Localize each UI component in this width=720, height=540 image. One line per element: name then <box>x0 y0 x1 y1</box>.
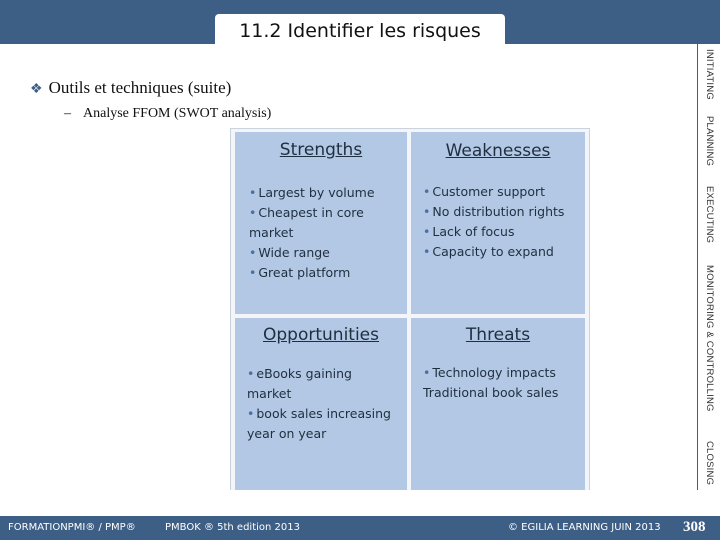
bullet-dot-icon: • <box>247 406 255 421</box>
phase-sidebar <box>697 44 720 490</box>
list-item: • Customer support <box>423 184 546 199</box>
opportunities-quadrant <box>235 318 407 503</box>
opportunities-title: Opportunities <box>263 325 379 345</box>
list-item: • Great platform <box>249 265 351 280</box>
list-item: • No distribution rights <box>423 204 565 219</box>
list-item: • book sales increasing year on year <box>247 406 391 441</box>
sub-bullet-text: Analyse FFOM (SWOT analysis) <box>83 106 272 121</box>
page-number: 308 <box>683 519 706 535</box>
sub-bullet-item <box>64 106 271 122</box>
bullet-dot-icon: • <box>423 365 431 380</box>
list-item: • Technology impacts Traditional book sales <box>423 365 559 400</box>
slide-title: 11.2 Identifier les risques <box>215 14 505 44</box>
strengths-title: Strengths <box>279 140 363 160</box>
threats-title: Threats <box>465 325 531 345</box>
list-item: • Capacity to expand <box>423 244 554 259</box>
threats-quadrant <box>411 318 585 503</box>
bullet-dot-icon: • <box>423 224 431 239</box>
footer-left-text: FORMATIONPMI® / PMP® <box>8 522 136 533</box>
weaknesses-title: Weaknesses <box>445 141 551 161</box>
bullet-dot-icon: • <box>423 184 431 199</box>
bullet-dot-icon: • <box>249 245 257 260</box>
phase-monitoring-controlling: MONITORING & CONTROLLING <box>704 264 715 412</box>
bullet-dot-icon: • <box>423 244 431 259</box>
bullet-dot-icon: • <box>423 204 431 219</box>
list-item: • eBooks gaining market <box>247 366 352 401</box>
phase-closing: CLOSING <box>704 440 715 486</box>
bullet-dot-icon: • <box>247 366 255 381</box>
phase-executing: EXECUTING <box>704 186 715 244</box>
bullet-dot-icon: • <box>249 185 257 200</box>
bullet-dot-icon: • <box>249 265 257 280</box>
list-item: • Wide range <box>249 245 330 260</box>
swot-diagram <box>230 128 590 508</box>
threats-list <box>423 363 573 403</box>
list-item: • Largest by volume <box>249 185 375 200</box>
footer-right-text: © EGILIA LEARNING JUIN 2013 <box>508 522 661 533</box>
phase-planning: PLANNING <box>704 115 715 167</box>
diamond-bullet-icon: ❖ <box>30 82 43 97</box>
weaknesses-list <box>423 182 564 262</box>
footer-center-text: PMBOK ® 5th edition 2013 <box>165 522 300 533</box>
bullet-text: Outils et techniques (suite) <box>48 78 232 97</box>
dash-icon: – <box>64 106 71 121</box>
bullet-dot-icon: • <box>249 205 257 220</box>
strengths-list <box>249 183 407 283</box>
phase-initiating: INITIATING <box>704 48 715 100</box>
bullet-item <box>30 78 231 98</box>
list-item: • Lack of focus <box>423 224 515 239</box>
strengths-quadrant <box>235 132 407 314</box>
list-item: • Cheapest in core market <box>249 205 364 240</box>
opportunities-list <box>247 364 397 444</box>
weaknesses-quadrant <box>411 132 585 314</box>
